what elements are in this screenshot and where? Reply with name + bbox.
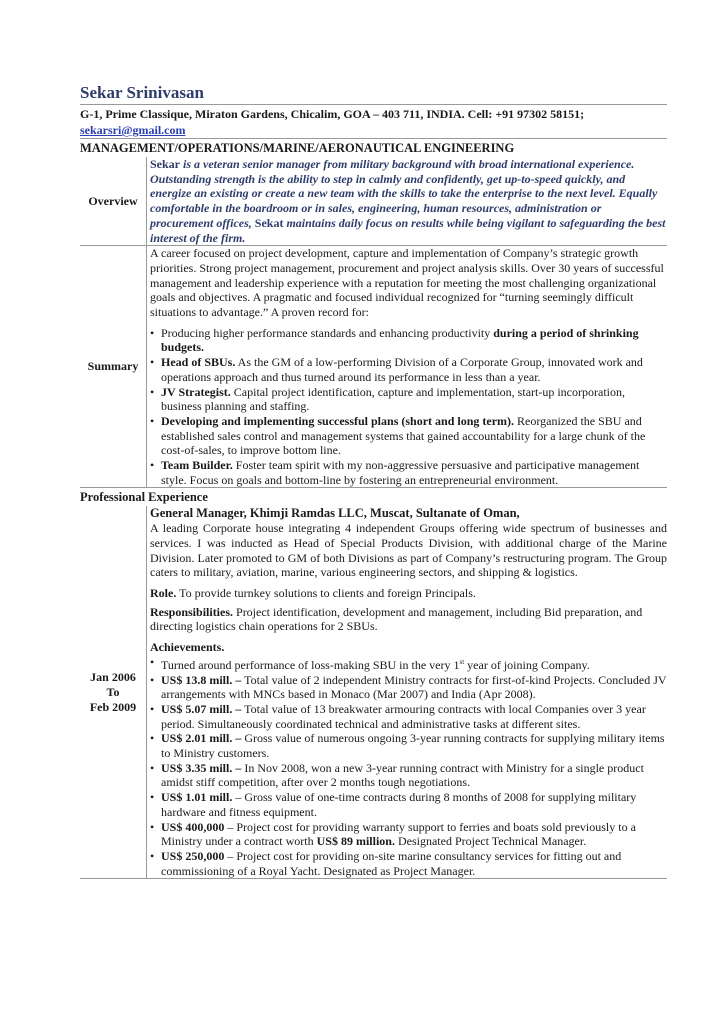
experience-dates: Jan 2006 To Feb 2009 (80, 506, 147, 878)
list-item: • US$ 3.35 mill. – In Nov 2008, won a new 3-year running contract with Ministry for a single product amidst stiff competition, after over 2 months tough negotiations. (150, 761, 667, 790)
experience-heading: Professional Experience (80, 490, 208, 505)
summary-content (147, 246, 667, 487)
email-link[interactable]: sekarsri@gmail.com (80, 123, 186, 137)
headline: MANAGEMENT/OPERATIONS/MARINE/AERONAUTICAL ENGINEERING (80, 141, 515, 155)
list-item: • US$ 2.01 mill. – Gross value of numerous ongoing 3-year running contracts for supplying military items to Ministry customers. (150, 731, 667, 760)
list-item: • US$ 1.01 mill. – Gross value of one-time contracts during 8 months of 2008 for supplying military hardware and fitness equipment. (150, 790, 667, 819)
list-item: • Head of SBUs. As the GM of a low-performing Division of a Corporate Group, innovated work and operations approach and thus turned around its performance in less than a year. (150, 355, 667, 384)
contact-info (80, 105, 667, 138)
list-item: • Producing higher performance standards and enhancing productivity during a period of shrinking budgets. (150, 326, 667, 355)
summary-label: Summary (80, 246, 147, 487)
job-description: A leading Corporate house integrating 4 independent Groups offering wide spectrum of businesses and services. I was inducted as Head of Special Products Division, with additional charge of the Marine Division. Later promoted to GM of both Divisions as part of Company’s restructuring program. The Group caters to military, aviation, marine, various engineering sectors, and shipping & logistics. (150, 521, 667, 580)
candidate-name: Sekar Srinivasan (80, 82, 667, 105)
overview-name-2: Sekat (254, 215, 284, 230)
experience-section (80, 506, 667, 878)
overview-text: Sekar is a veteran senior manager from military background with broad international experience. Outstanding strength is the ability to step in calmly and confidently, get up-to-speed quickly, and energize an existing or create a new team with the skills to take the enterprise to the next level. Equally comfortable in the boardroom or in sales, engineering, human resources, administration or procurement offices, Sekat maintains daily focus on results while being vigilant to safeguarding the best interest of the firm. (150, 157, 666, 245)
job-title: General Manager, Khimji Ramdas LLC, Muscat, Sultanate of Oman, (150, 506, 520, 521)
resume-page (80, 82, 667, 879)
overview-name: Sekar (150, 157, 180, 171)
summary-list (150, 326, 667, 488)
overview-label: Overview (80, 157, 147, 245)
list-item: • US$ 13.8 mill. – Total value of 2 independent Ministry contracts for first-of-kind Projects. Concluded JV arrangements with MNCs based in Monaco (Mar 2007) and India (Apr 2008). (150, 673, 667, 702)
list-item: • Team Builder. Foster team spirit with my non-aggressive persuasive and participative management style. Focus on goals and bottom-line by fostering an entrepreneurial environment. (150, 458, 667, 487)
list-item: • JV Strategist. Capital project identification, capture and implementation, start-up incorporation, business planning and staffing. (150, 385, 667, 414)
list-item: • US$ 250,000 – Project cost for providing on-site marine consultancy services for fitting out and commissioning of a Royal Yacht. Designated as Project Manager. (150, 849, 667, 878)
overview-section (80, 157, 667, 245)
job-role: Role. To provide turnkey solutions to clients and foreign Principals. (150, 585, 476, 600)
achievements-label: Achievements. (150, 640, 225, 655)
experience-content (147, 506, 667, 878)
contact-address: G-1, Prime Classique, Miraton Gardens, Chicalim, GOA – 403 711, INDIA. Cell: +91 97302 58151; (80, 107, 585, 121)
job-responsibilities: Responsibilities. Project identification, development and management, including Bid preparation, and directing logistics chain operations for 2 SBUs. (150, 604, 643, 634)
list-item: • Developing and implementing successful plans (short and long term). Reorganized the SBU and established sales control and management systems that gained accountability for a large chunk of the cost-of-sales, to improve bottom line. (150, 414, 667, 458)
summary-section (80, 246, 667, 487)
achievements-list (150, 655, 667, 879)
summary-intro: A career focused on project development, capture and implementation of Company’s strategic growth priorities. Strong project management, procurement and project analysis skills. Over 30 years of successful management and leadership experience with a reputation for meeting the most challenging organizational goals and objectives. A pragmatic and focused individual recognized for “turning seemingly difficult situations to advantage.” A proven record for: (150, 246, 664, 320)
list-item: • Turned around performance of loss-making SBU in the very 1st year of joining Company. (150, 655, 667, 673)
list-item: • US$ 400,000 – Project cost for providing warranty support to ferries and boats sold previously to a Ministry under a contract worth US$ 89 million. Designated Project Technical Manager. (150, 820, 667, 849)
list-item: • US$ 5.07 mill. – Total value of 13 breakwater armouring contracts with local Companies over 3 year period. Simultaneously coordinated technical and administrative tasks at different sites. (150, 702, 667, 731)
